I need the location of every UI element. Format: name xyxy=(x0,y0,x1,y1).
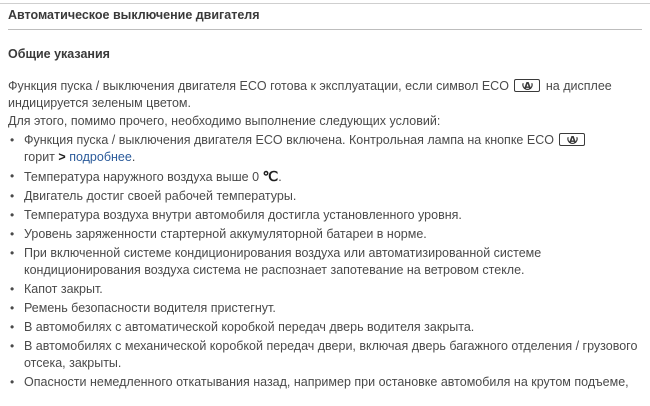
content-body xyxy=(8,78,644,391)
condition-text: В автомобилях с механической коробкой передач двери, включая дверь багажного отделения / грузового отсека, закрыты. xyxy=(24,339,638,370)
bullet-icon: • xyxy=(10,227,15,241)
condition-text: Капот закрыт. xyxy=(24,282,103,296)
condition-text: Уровень заряженности стартерной аккумуляторной батареи в норме. xyxy=(24,227,427,241)
eco-start-stop-icon xyxy=(559,133,585,146)
bullet-icon: • xyxy=(10,133,15,147)
bullet-icon: • xyxy=(10,282,15,296)
list-item xyxy=(8,207,644,224)
bullet-icon: • xyxy=(10,189,15,203)
list-item xyxy=(8,226,644,243)
bullet-icon: • xyxy=(10,169,15,183)
title-divider xyxy=(8,29,642,30)
bullet-icon: • xyxy=(10,246,15,260)
svg-text:A: A xyxy=(569,135,577,145)
condition-text: Температура наружного воздуха выше 0 xyxy=(24,170,260,184)
condition-text: Ремень безопасности водителя пристегнут. xyxy=(24,301,276,315)
page-title: Автоматическое выключение двигателя xyxy=(8,8,260,22)
list-item xyxy=(8,168,644,186)
conditions-lead: Для этого, помимо прочего, необходимо выполнение следующих условий: xyxy=(8,114,441,128)
bullet-icon: • xyxy=(10,339,15,353)
list-item xyxy=(8,338,644,372)
bullet-icon: • xyxy=(10,375,15,389)
condition-text: При включенной системе кондиционирования воздуха или автоматизированной системе кондиционирования воздуха система не распознает запотевание на ветровом стекле. xyxy=(24,246,542,277)
list-item xyxy=(8,374,644,391)
condition-text: Двигатель достиг своей рабочей температуры. xyxy=(24,189,297,203)
bullet-icon: • xyxy=(10,320,15,334)
condition-text: В автомобилях с автоматической коробкой передач дверь водителя закрыта. xyxy=(24,320,475,334)
condition-text: Опасности немедленного откатывания назад, например при остановке автомобиля на крутом подъеме, xyxy=(24,375,629,389)
celsius-unit: ℃ xyxy=(262,168,279,184)
condition-end: . xyxy=(131,150,136,164)
list-item xyxy=(8,132,644,166)
more-details-link[interactable]: подробнее xyxy=(69,150,132,164)
list-item xyxy=(8,188,644,205)
list-item xyxy=(8,319,644,336)
svg-text:A: A xyxy=(524,81,532,91)
conditions-list xyxy=(8,132,644,391)
list-item xyxy=(8,281,644,298)
eco-start-stop-icon xyxy=(514,79,540,92)
condition-text: Функция пуска / выключения двигателя ECO включена. Контрольная лампа на кнопке ECO xyxy=(24,133,554,147)
condition-end: . xyxy=(278,170,282,184)
intro-text-before: Функция пуска / выключения двигателя ECO готова к эксплуатации, если символ ECO xyxy=(8,79,509,93)
intro-paragraph xyxy=(8,78,644,112)
condition-text-cont: горит xyxy=(24,150,55,164)
chevron-right-icon: > xyxy=(58,150,66,164)
list-item xyxy=(8,300,644,317)
condition-text: Температура воздуха внутри автомобиля достигла установленного уровня. xyxy=(24,208,462,222)
bullet-icon: • xyxy=(10,301,15,315)
list-item xyxy=(8,245,644,279)
intro-text-after: на дисплее индицируется зеленым цветом. xyxy=(8,79,612,110)
top-divider xyxy=(0,3,650,4)
section-heading: Общие указания xyxy=(8,47,110,61)
bullet-icon: • xyxy=(10,208,15,222)
